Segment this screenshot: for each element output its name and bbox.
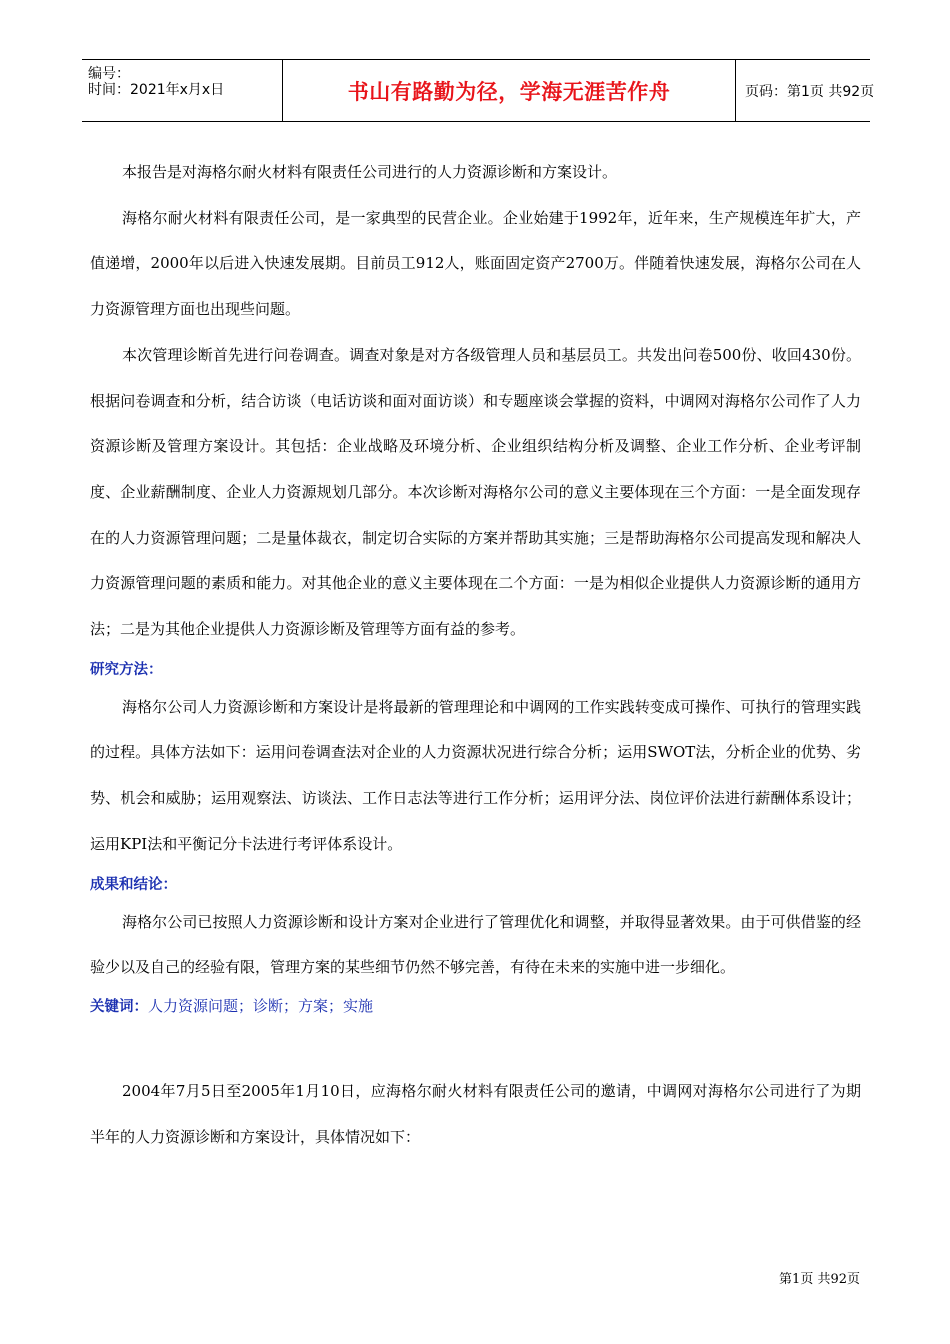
paragraph-intro: 本报告是对海格尔耐火材料有限责任公司进行的人力资源诊断和方案设计。 [122,163,618,181]
header-page-cell [735,60,875,121]
header-motto: 书山有路勤为径，学海无涯苦作舟 [347,79,671,104]
paragraph-result: 海格尔公司已按照人力资源诊断和设计方案对企业进行了管理优化和调整，并取得显著效果。由于可供借鉴的经验少以及自己的经验有限，管理方案的某些细节仍然不够完善，有待在未来的实施中进一步细化。 [90,912,861,977]
keywords-label: 关键词： [90,998,148,1015]
header-page-info: 页码：第1页 共92页 [745,83,875,100]
header-table [82,59,875,122]
paragraph-company: 海格尔耐火材料有限责任公司，是一家典型的民营企业。企业始建于1992年，近年来，生产规模连年扩大，产值递增，2000年以后进入快速发展期。目前员工912人，账面固定资产2700万。伴随着快速发展，海格尔公司在人力资源管理方面也出现些问题。 [90,208,861,319]
footer-page-info: 第1页 共92页 [779,1272,860,1287]
heading-method: 研究方法： [90,661,163,678]
keywords-line [90,991,861,1021]
heading-result: 成果和结论： [90,876,177,893]
paragraph-survey: 本次管理诊断首先进行问卷调查。调查对象是对方各级管理人员和基层员工。共发出问卷500份、收回430份。根据问卷调查和分析，结合访谈（电话访谈和面对面访谈）和专题座谈会掌握的资料，中调网对海格尔公司作了人力资源诊断及管理方案设计。其包括：企业战略及环境分析、企业组织结构分析及调整、企业工作分析、企业考评制度、企业薪酬制度、企业人力资源规划几部分。本次诊断对海格尔公司的意义主要体现在三个方面：一是全面发现存在的人力资源管理问题；二是量体裁衣，制定切合实际的方案并帮助其实施；三是帮助海格尔公司提高发现和解决人力资源管理问题的素质和能力。对其他企业的意义主要体现在二个方面：一是为相似企业提供人力资源诊断的通用方法；二是为其他企业提供人力资源诊断及管理等方面有益的参考。 [90,345,861,639]
document-number-label: 编号： [88,66,130,82]
paragraph-method: 海格尔公司人力资源诊断和方案设计是将最新的管理理论和中调网的工作实践转变成可操作、可执行的管理实践的过程。具体方法如下：运用问卷调查法对企业的人力资源状况进行综合分析；运用SWOT法，分析企业的优势、劣势、机会和威胁；运用观察法、访谈法、工作日志法等进行工作分析；运用评分法、岗位评价法进行薪酬体系设计；运用KPI法和平衡记分卡法进行考评体系设计。 [90,697,861,853]
document-body [90,150,861,1160]
document-time-label: 时间：2021年x月x日 [88,82,225,98]
keywords-value: 人力资源问题；诊断；方案；实施 [148,996,374,1015]
paragraph-timeline: 2004年7月5日至2005年1月10日，应海格尔耐火材料有限责任公司的邀请，中调网对海格尔公司进行了为期半年的人力资源诊断和方案设计，具体情况如下： [90,1081,861,1146]
header-motto-cell [282,60,736,121]
header-meta-cell [82,60,282,121]
